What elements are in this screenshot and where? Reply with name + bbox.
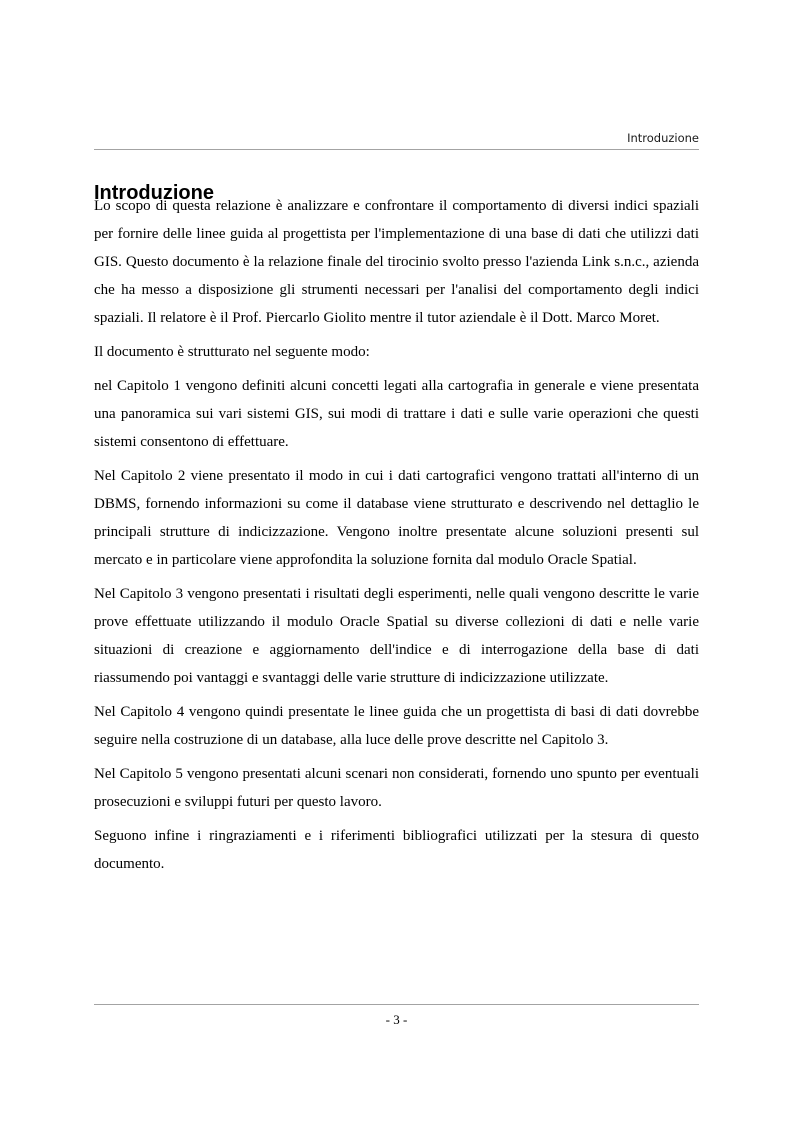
paragraph-chapter-2: Nel Capitolo 2 viene presentato il modo in cui i dati cartografici vengono trattati all'interno di un DBMS, fornendo informazioni su come il database viene strutturato e descrivendo nel dettaglio le principali strutture di indicizzazione. Vengono inoltre presentate alcune soluzioni presenti sul mercato e in particolare viene approfondita la soluzione fornita dal modulo Oracle Spatial. — [94, 468, 699, 568]
paragraph-chapter-1: nel Capitolo 1 vengono definiti alcuni concetti legati alla cartografia in generale e viene presentata una panoramica sui vari sistemi GIS, sui modi di trattare i dati e sulle varie operazioni che questi sistemi consentono di effettuare. — [94, 378, 699, 450]
paragraph-intro-scope: Lo scopo di questa relazione è analizzare e confrontare il comportamento di diversi indici spaziali per fornire delle linee guida al progettista per l'implementazione di una base di dati che utilizzi dati GIS. Questo documento è la relazione finale del tirocinio svolto presso l'azienda Link s.n.c., azienda che ha messo a disposizione gli strumenti necessari per l'analisi del comportamento degli indici spaziali. Il relatore è il Prof. Piercarlo Giolito mentre il tutor aziendale è il Dott. Marco Moret. — [94, 198, 699, 326]
paragraph-closing: Seguono infine i ringraziamenti e i riferimenti bibliografici utilizzati per la stesura di questo documento. — [94, 828, 699, 872]
paragraph-chapter-3: Nel Capitolo 3 vengono presentati i risultati degli esperimenti, nelle quali vengono descritte le varie prove effettuate utilizzando il modulo Oracle Spatial su diverse collezioni di dati e nelle varie situazioni di creazione e aggiornamento dell'indice e di interrogazione della base di dati riassumendo poi vantaggi e svantaggi delle varie strutture di indicizzazione utilizzate. — [94, 586, 699, 686]
paragraph-chapter-5: Nel Capitolo 5 vengono presentati alcuni scenari non considerati, fornendo uno spunto per eventuali prosecuzioni e sviluppi futuri per questo lavoro. — [94, 766, 699, 810]
page-title: Introduzione — [94, 182, 214, 205]
page-number: - 3 - — [385, 1012, 408, 1027]
footer-rule — [94, 1004, 699, 1005]
body-text — [94, 192, 699, 884]
paragraph-structure-lead: Il documento è strutturato nel seguente modo: — [94, 344, 370, 360]
paragraph-chapter-4: Nel Capitolo 4 vengono quindi presentate le linee guida che un progettista di basi di dati dovrebbe seguire nella costruzione di un database, alla luce delle prove descritte nel Capitolo 3. — [94, 704, 699, 748]
running-header: Introduzione — [94, 131, 699, 150]
